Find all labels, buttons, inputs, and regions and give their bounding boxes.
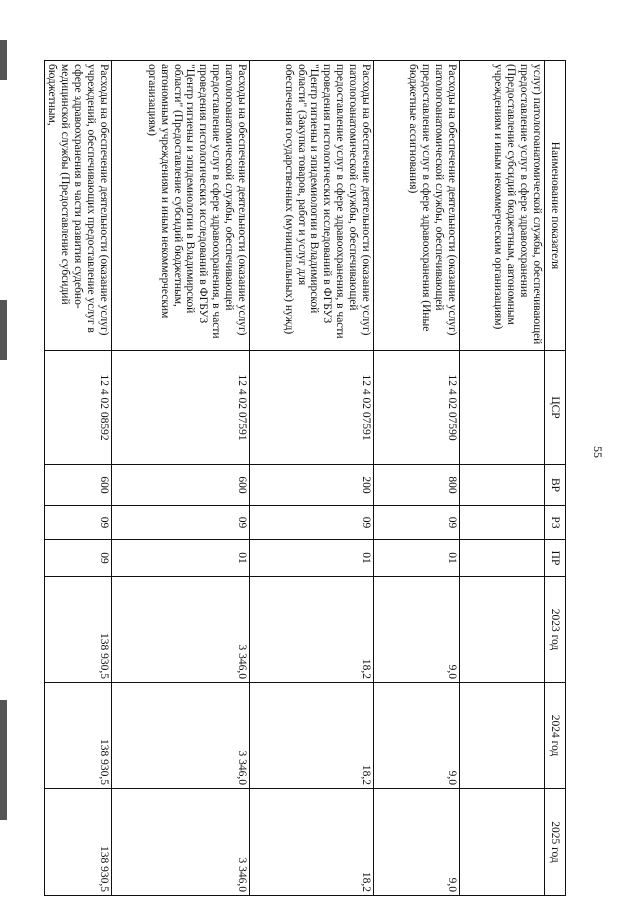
row-2025: 18,2 <box>250 789 374 896</box>
row-2024: 18,2 <box>250 683 374 789</box>
table-row <box>250 61 374 896</box>
row-2023: 18,2 <box>250 577 374 683</box>
table-row <box>374 61 460 896</box>
row-rz: 09 <box>44 506 111 540</box>
header-name: Наименование показателя <box>545 61 566 351</box>
row-rz: 09 <box>112 506 250 540</box>
row-2023 <box>460 577 545 683</box>
row-vr: 600 <box>44 465 111 506</box>
row-pr: 01 <box>250 540 374 577</box>
row-pr: 01 <box>374 540 460 577</box>
header-2024: 2024 год <box>545 683 566 789</box>
page-number: 55 <box>591 446 605 458</box>
row-2023: 3 346,0 <box>112 577 250 683</box>
budget-table <box>44 60 566 896</box>
row-rz: 09 <box>374 506 460 540</box>
row-name: Расходы на обеспечение деятельности (оказание услуг) патологоанатомической службы, обеспечивающей предоставление услуг в сфере здравоохранения (Иные бюджетные ассигнования) <box>374 61 460 351</box>
row-pr: 09 <box>44 540 111 577</box>
table-row <box>460 61 545 896</box>
header-vr: ВР <box>545 465 566 506</box>
header-csr: ЦСР <box>545 351 566 465</box>
row-vr <box>460 465 545 506</box>
row-vr: 800 <box>374 465 460 506</box>
row-csr: 12 4 02 07591 <box>112 351 250 465</box>
row-vr: 200 <box>250 465 374 506</box>
row-2023: 138 930,5 <box>44 577 111 683</box>
table-row <box>112 61 250 896</box>
row-csr <box>460 351 545 465</box>
row-2024: 138 930,5 <box>44 683 111 789</box>
table-row <box>44 61 111 896</box>
scan-edge-mark <box>0 40 7 80</box>
row-2024: 3 346,0 <box>112 683 250 789</box>
row-2024: 9,0 <box>374 683 460 789</box>
row-name: Расходы на обеспечение деятельности (оказание услуг) патологоанатомической службы, обеспечивающей предоставление услуг в сфере здравоохранения, в части проведения гистологических исследований в ФГБУЗ "Центр гигиены и эпидемиологии в Владимирской области" (Предоставление субсидий бюджетным, автономным учреждениям и иным некоммерческим организациям) <box>112 61 250 351</box>
header-pr: ПР <box>545 540 566 577</box>
row-csr: 12 4 02 07590 <box>374 351 460 465</box>
row-name: Расходы на обеспечение деятельности (оказание услуг) учреждений, обеспечивающих предоставление услуг в сфере здравоохранения в части развития судебно-медицинской службы (Предоставление субсидий бюджетным, <box>44 61 111 351</box>
header-2023: 2023 год <box>545 577 566 683</box>
row-vr: 600 <box>112 465 250 506</box>
row-rz <box>460 506 545 540</box>
row-name: услуг) патологоанатомической службы, обеспечивающей предоставление услуг в сфере здравоохранения (Предоставление субсидий бюджетным, автономным учреждениям и иным некоммерческим организациям) <box>460 61 545 351</box>
row-csr: 12 4 02 07591 <box>250 351 374 465</box>
scan-edge-mark <box>0 700 7 820</box>
row-rz: 09 <box>250 506 374 540</box>
row-2023: 9,0 <box>374 577 460 683</box>
scan-edge-mark <box>0 300 7 360</box>
budget-table-container <box>46 60 566 895</box>
row-2025 <box>460 789 545 896</box>
row-csr: 12 4 02 08592 <box>44 351 111 465</box>
row-2024 <box>460 683 545 789</box>
row-pr <box>460 540 545 577</box>
row-name: Расходы на обеспечение деятельности (оказание услуг) патологоанатомической службы, обеспечивающей предоставление услуг в сфере здравоохранения, в части проведения гистологических исследований в ФГБУЗ "Центр гигиены и эпидемиологии в Владимирской области" (Закупка товаров, работ и услуг для обеспечения государственных (муниципальных) нужд) <box>250 61 374 351</box>
row-2025: 3 346,0 <box>112 789 250 896</box>
row-pr: 01 <box>112 540 250 577</box>
header-row <box>545 61 566 896</box>
header-rz: РЗ <box>545 506 566 540</box>
row-2025: 9,0 <box>374 789 460 896</box>
row-2025: 138 930,5 <box>44 789 111 896</box>
header-2025: 2025 год <box>545 789 566 896</box>
